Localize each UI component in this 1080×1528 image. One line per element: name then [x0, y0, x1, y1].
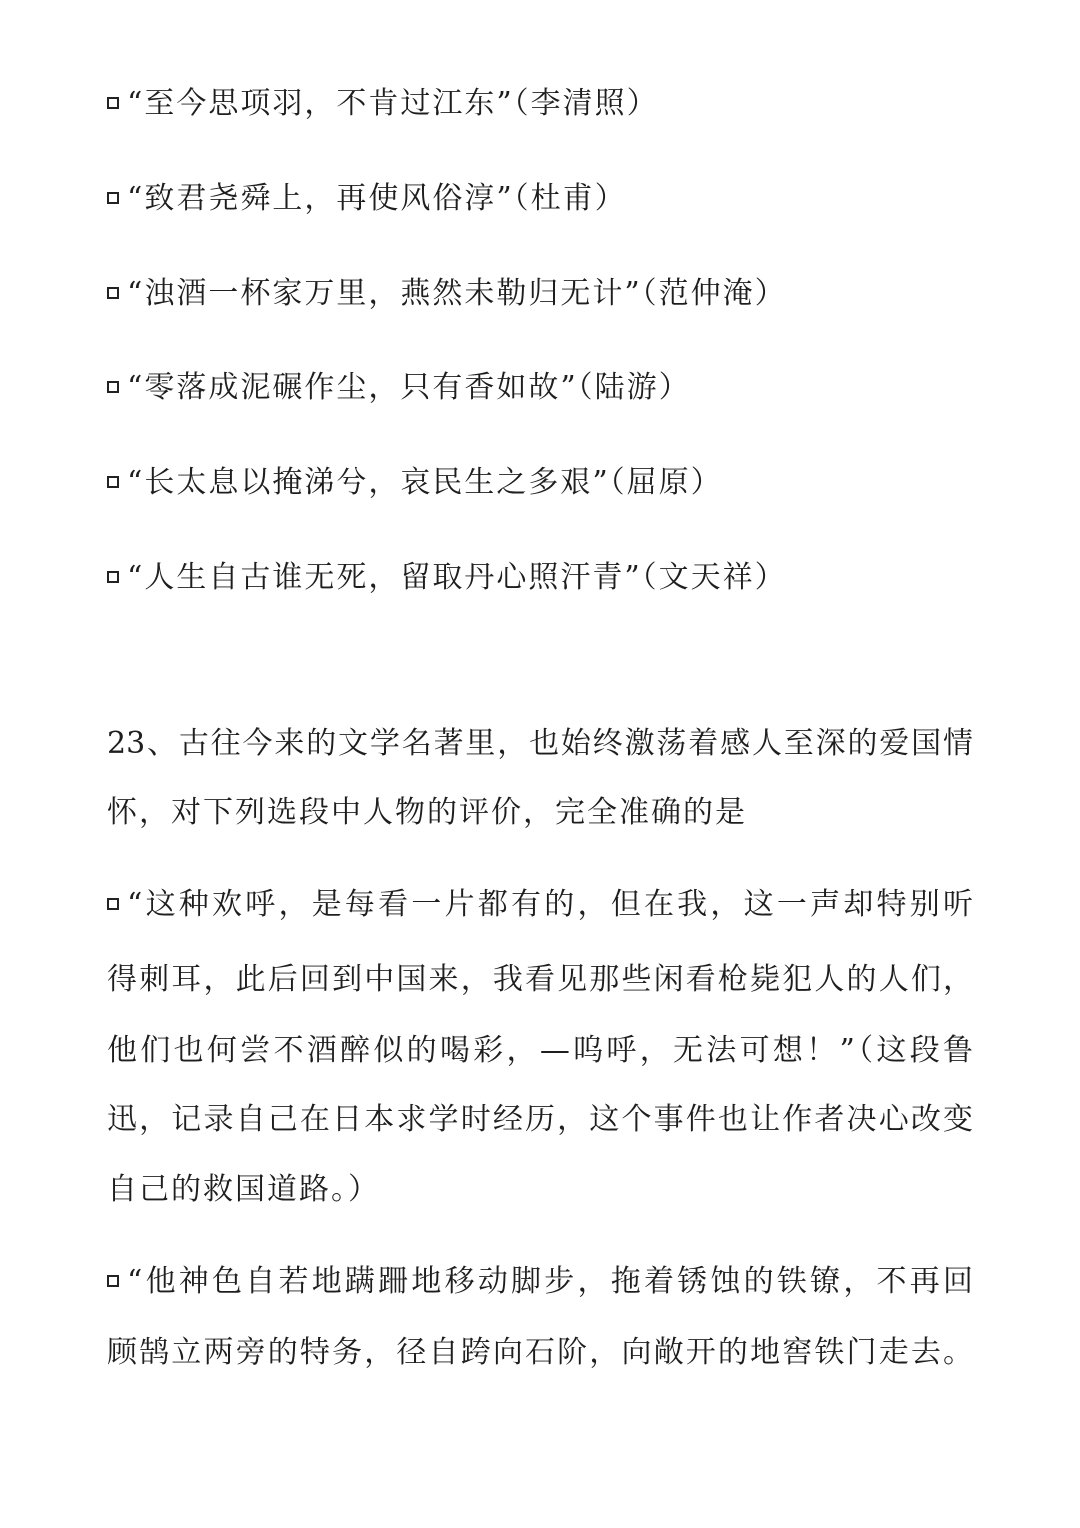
answer-option-line: 自己的救国道路。）	[107, 1172, 380, 1207]
quote-option-text: “致君尧舜上，再使风俗淳”（杜甫）	[127, 181, 627, 216]
answer-option-line: 迅，记录自己在日本求学时经历，这个事件也让作者决心改变	[107, 1102, 973, 1137]
quote-option-3[interactable]	[107, 270, 787, 318]
quote-option-1[interactable]	[107, 80, 659, 128]
answer-option-line: “这种欢呼，是每看一片都有的，但在我，这一声却特别听	[107, 881, 973, 929]
quote-option-6[interactable]	[107, 554, 787, 602]
answer-option-line: 得刺耳，此后回到中国来，我看见那些闲看枪毙犯人的人们，	[107, 962, 973, 997]
question-line-1: 23、古往今来的文学名著里，也始终激荡着感人至深的爱国情	[107, 726, 973, 761]
checkbox-icon[interactable]	[107, 381, 119, 393]
checkbox-icon[interactable]	[107, 192, 119, 204]
quote-option-text: “至今思项羽，不肯过江东”（李清照）	[127, 86, 659, 121]
checkbox-icon[interactable]	[107, 898, 119, 910]
checkbox-icon[interactable]	[107, 476, 119, 488]
checkbox-icon[interactable]	[107, 571, 119, 583]
answer-option-line: 他们也何尝不酒醉似的喝彩，—呜呼，无法可想！”（这段鲁	[107, 1033, 973, 1068]
answer-option-line: “他神色自若地蹒跚地移动脚步，拖着锈蚀的铁镣，不再回	[107, 1258, 973, 1306]
checkbox-icon[interactable]	[107, 287, 119, 299]
quote-option-text: “长太息以掩涕兮，哀民生之多艰”（屈原）	[127, 465, 723, 500]
quote-option-text: “浊酒一杯家万里，燕然未勒归无计”（范仲淹）	[127, 276, 787, 311]
quote-option-5[interactable]	[107, 459, 723, 507]
checkbox-icon[interactable]	[107, 1275, 119, 1287]
quote-option-2[interactable]	[107, 175, 627, 223]
quote-option-4[interactable]	[107, 364, 691, 412]
quote-option-text: “人生自古谁无死，留取丹心照汗青”（文天祥）	[127, 560, 787, 595]
answer-option-line: 顾鹄立两旁的特务，径自跨向石阶，向敞开的地窖铁门走去。	[107, 1335, 973, 1370]
quote-option-text: “零落成泥碾作尘，只有香如故”（陆游）	[127, 370, 691, 405]
question-line-2: 怀，对下列选段中人物的评价，完全准确的是	[107, 795, 747, 830]
checkbox-icon[interactable]	[107, 97, 119, 109]
